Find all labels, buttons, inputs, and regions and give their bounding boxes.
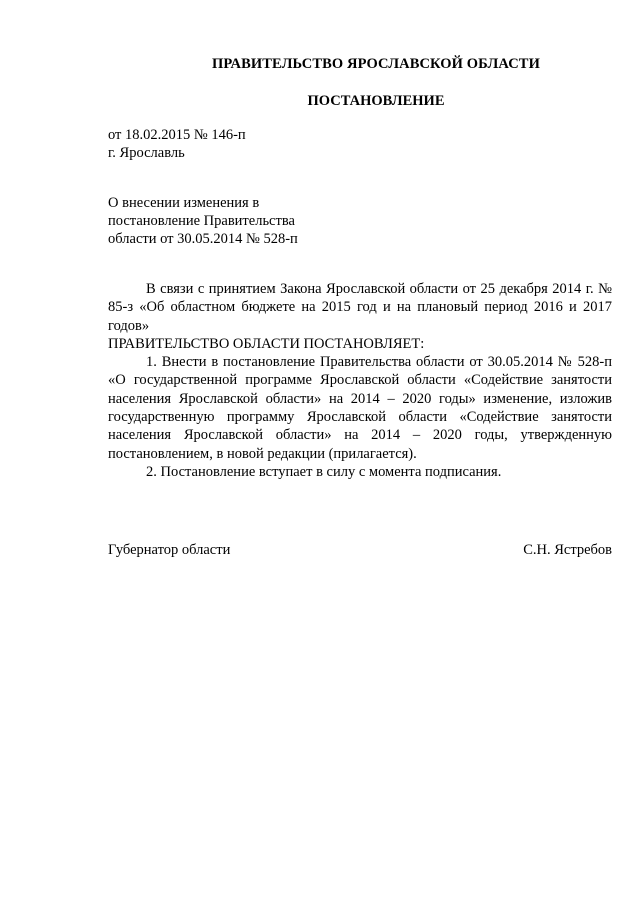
document-body [108,280,612,481]
preamble-paragraph: В связи с принятием Закона Ярославской области от 25 декабря 2014 г. № 85-з «Об областном бюджете на 2015 год и на плановый период 2016 и 2017 годов» [108,281,612,334]
resolution-heading: ПРАВИТЕЛЬСТВО ОБЛАСТИ ПОСТАНОВЛЯЕТ: [108,335,425,352]
document-date-number: от 18.02.2015 № 146-п [108,127,246,143]
item-1-paragraph: 1. Внести в постановление Правительства области от 30.05.2014 № 528-п «О государственной программе Ярославской области «Содействие занятости населения Ярославской области» на 2014 – 2020 годы» изменение, изложив государственную программу Ярославской области «Содействие занятости населения Ярославской области» на 2014 – 2020 годы, утвержденную постановлением, в новой редакции (прилагается). [108,354,612,462]
organization-title: ПРАВИТЕЛЬСТВО ЯРОСЛАВСКОЙ ОБЛАСТИ [212,56,540,72]
document-type-title: ПОСТАНОВЛЕНИЕ [307,93,445,109]
subject-line-1: О внесении изменения в [108,195,260,211]
signer-role: Губернатор области [108,542,231,558]
document-city: г. Ярославль [108,145,185,161]
item-2-paragraph: 2. Постановление вступает в силу с момента подписания. [146,463,502,480]
subject-line-2: постановление Правительства [108,213,295,229]
signer-name: С.Н. Ястребов [523,542,612,558]
subject-line-3: области от 30.05.2014 № 528-п [108,231,298,247]
